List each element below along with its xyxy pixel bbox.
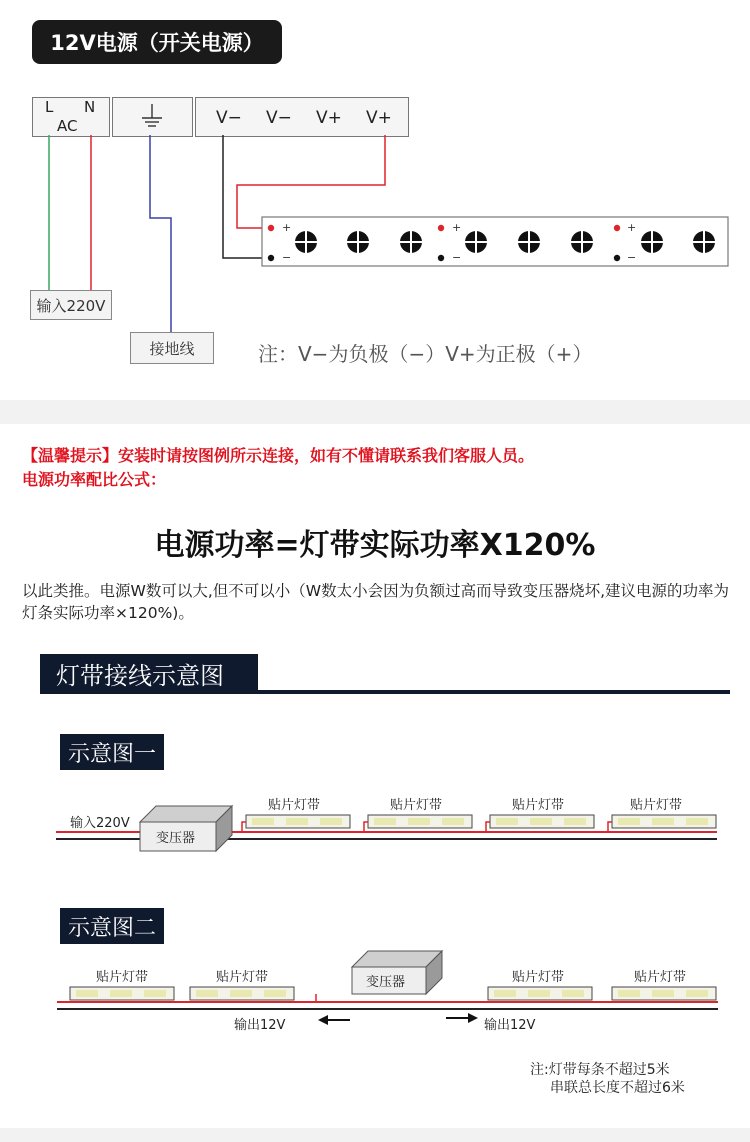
power-formula: 电源功率=灯带实际功率X120% [154,528,596,563]
strip-minus-2: − [452,251,462,264]
strip-plus-1: + [282,221,292,234]
diagram1-title: 示意图一 [60,734,164,770]
ac-l-label: L [45,98,54,116]
diagram1-illustration [0,780,750,870]
ac-n-label: N [84,98,96,116]
length-note-line1: 注:灯带每条不超过5米 [530,1062,670,1078]
ac-label: AC [57,117,78,135]
terminal-v-plus-1: V+ [316,108,342,128]
left-arrow-icon [318,1015,350,1025]
terminal-v-minus-2: V− [266,108,292,128]
strip-plus-3: + [627,221,637,234]
diagram2-illustration [0,945,750,1045]
formula-heading: 电源功率配比公式： [22,470,167,489]
d1-strip-label-4: 贴片灯带 [630,798,683,813]
section-underline [40,690,730,694]
d1-strip-label-3: 贴片灯带 [512,798,565,813]
d1-strip-label-1: 贴片灯带 [268,798,321,813]
d2-strip-label-3: 贴片灯带 [512,970,565,985]
strip-minus-3: − [627,251,637,264]
d1-transformer-label: 变压器 [156,831,196,846]
right-arrow-icon [446,1013,478,1023]
d1-strips [246,815,716,828]
power-supply-title: 12V电源（开关电源） [32,20,282,64]
d2-strip-label-1: 贴片灯带 [96,970,149,985]
ground-icon [142,104,162,126]
power-description: 以此类推。电源W数可以大,但不可以小（W数太小会因为负额过高而导致变压器烧坏,建议电源的功率为灯条实际功率×120%)。 [22,582,730,622]
strip-plus-2: + [452,221,462,234]
section-divider [0,400,750,424]
d1-input-label: 输入220V [70,816,130,831]
positive-wire [237,135,385,228]
d2-output-right-label: 输出12V [484,1018,536,1033]
length-note-line2: 串联总长度不超过6米 [550,1080,685,1096]
warning-tip: 【温馨提示】安装时请按图例所示连接，如有不懂请联系我们客服人员。 [22,446,535,465]
polarity-note: 注：V−为负极（−）V+为正极（+） [258,342,593,366]
strip-minus-1: − [282,251,292,264]
terminal-v-plus-2: V+ [366,108,392,128]
ground-wire-label: 接地线 [130,332,214,364]
d1-strip-leds [252,818,708,825]
d2-strip-label-4: 贴片灯带 [634,970,687,985]
input-220v-label: 输入220V [30,290,112,320]
diagram-section-title: 灯带接线示意图 [40,654,258,692]
negative-wire [223,135,268,258]
d1-strip-label-2: 贴片灯带 [390,798,443,813]
blue-wire [150,135,171,333]
diagram2-title: 示意图二 [60,908,164,944]
terminal-v-minus-1: V− [216,108,242,128]
d2-output-left-label: 输出12V [234,1018,286,1033]
d2-transformer-label: 变压器 [366,975,406,990]
d2-strip-label-2: 贴片灯带 [216,970,269,985]
bottom-strip [0,1128,750,1142]
